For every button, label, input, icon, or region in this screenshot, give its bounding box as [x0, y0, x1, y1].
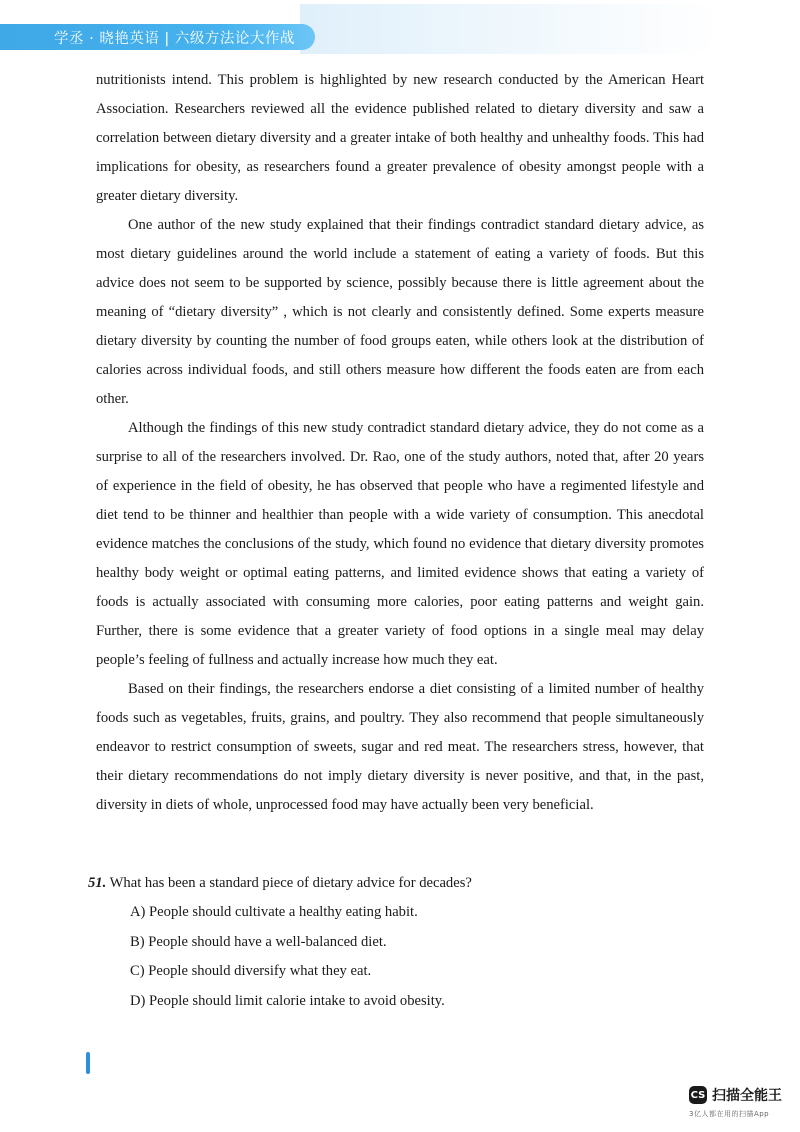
- option-a: A) People should cultivate a healthy eating habit.: [130, 904, 418, 920]
- header-title: 学丞 · 晓艳英语 | 六级方法论大作战: [54, 31, 295, 47]
- option-c: C) People should diversify what they eat.: [130, 963, 372, 979]
- question-51: [88, 868, 716, 1016]
- passage-paragraph-4: Based on their findings, the researchers endorse a diet consisting of a limited number of healthy foods such as vegetables, fruits, grains, and poultry. They also recommend that people simultaneously endeavor to restrict consumption of sweets, sugar and red meat. The researchers stress, however, that their dietary recommendations do not imply dietary diversity is never positive, and that, in the past, diversity in diets of whole, unprocessed food may have actually been very beneficial.: [96, 681, 704, 813]
- header-fade: [300, 4, 720, 54]
- question-stem-line: [88, 868, 708, 898]
- passage-paragraph-3: Although the findings of this new study contradict standard dietary advice, they do not come as a surprise to all of the researchers involved. Dr. Rao, one of the study authors, noted that, after 20 years of experience in the field of obesity, he has observed that people who have a regimented lifestyle and diet tend to be thinner and healthier than people with a wide variety of consumption. This anecdotal evidence matches the conclusions of the study, which found no evidence that dietary diversity promotes healthy body weight or optimal eating patterns, and limited evidence shows that eating a variety of foods is actually associated with consuming more calories, poor eating patterns and weight gain. Further, there is some evidence that a greater variety of food options in a single meal may delay people’s feeling of fullness and actually increase how much they eat.: [96, 420, 704, 668]
- question-stem: What has been a standard piece of dietary advice for decades?: [109, 875, 472, 891]
- scanner-tagline: 3亿人都在用的扫描App: [689, 1110, 770, 1118]
- passage-paragraph-1: nutritionists intend. This problem is highlighted by new research conducted by the American Heart Association. Researchers reviewed all the evidence published related to dietary diversity and saw a correlation between dietary diversity and a greater intake of both healthy and unhealthy foods. This had implications for obesity, as researchers found a greater prevalence of obesity amongst people with a greater dietary diversity.: [96, 72, 704, 204]
- passage: [96, 66, 704, 820]
- question-number: 51.: [88, 875, 107, 891]
- camscanner-logo-icon: CS: [689, 1086, 707, 1104]
- margin-mark: [86, 1052, 90, 1074]
- option-b: B) People should have a well-balanced diet.: [130, 933, 387, 950]
- scanner-app-name: 扫描全能王: [712, 1088, 782, 1104]
- scanner-watermark: [689, 1085, 782, 1105]
- option-d: D) People should limit calorie intake to avoid obesity.: [130, 992, 445, 1009]
- passage-paragraph-2: One author of the new study explained that their findings contradict standard dietary advice, as most dietary guidelines around the world include a statement of eating a variety of foods. But this advice does not seem to be supported by science, possibly because there is little agreement about the meaning of “dietary diversity” , which is not clearly and consistently defined. Some experts measure dietary diversity by counting the number of food groups eaten, while others look at the distribution of calories across individual foods, and still others measure how different the foods eaten are from each other.: [96, 217, 704, 407]
